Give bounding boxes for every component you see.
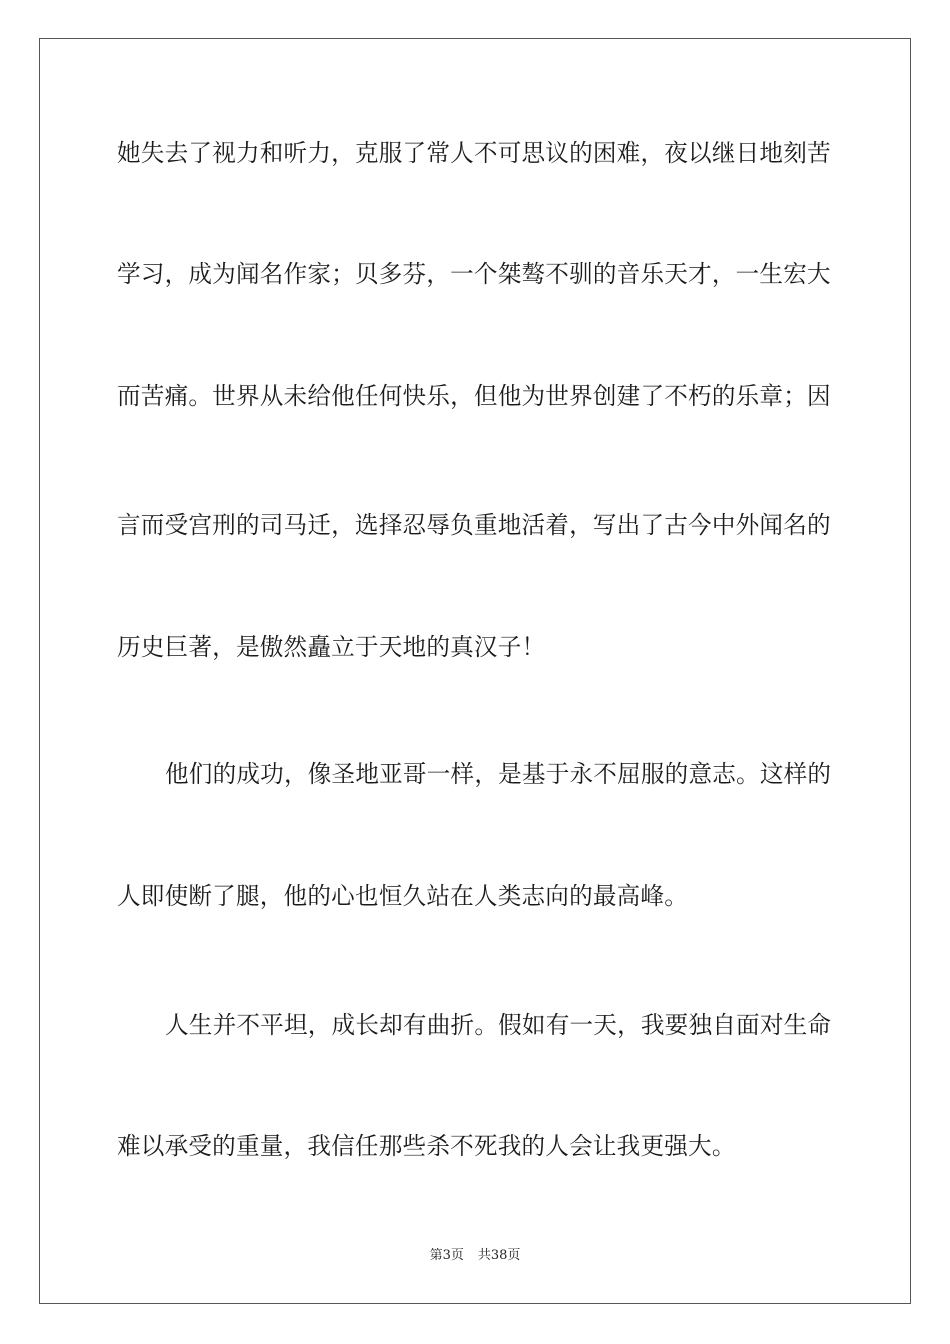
- paragraph-line-9: 难以承受的重量，我信任那些杀不死我的人会让我更强大。: [117, 1132, 736, 1160]
- page-total: 共38页: [477, 1248, 521, 1263]
- paragraph-line-6: 他们的成功，像圣地亚哥一样，是基于永不屈服的意志。这样的: [165, 760, 832, 788]
- paragraph-line-7: 人即使断了腿，他的心也恒久站在人类志向的最高峰。: [117, 882, 689, 910]
- page-number: 第3页: [429, 1248, 464, 1263]
- paragraph-line-3: 而苦痛。世界从未给他任何快乐，但他为世界创建了不朽的乐章；因: [117, 382, 831, 410]
- page-border: [39, 38, 911, 1304]
- paragraph-line-2: 学习，成为闻名作家；贝多芬，一个桀骜不驯的音乐天才，一生宏大: [117, 260, 831, 288]
- paragraph-line-5: 历史巨著，是傲然矗立于天地的真汉子！: [117, 633, 546, 661]
- paragraph-line-4: 言而受宫刑的司马迁，选择忍辱负重地活着，写出了古今中外闻名的: [117, 511, 831, 539]
- paragraph-line-1: 她失去了视力和听力，克服了常人不可思议的困难，夜以继日地刻苦: [117, 139, 831, 167]
- page-footer: [0, 1247, 950, 1265]
- paragraph-line-8: 人生并不平坦，成长却有曲折。假如有一天，我要独自面对生命: [165, 1011, 832, 1039]
